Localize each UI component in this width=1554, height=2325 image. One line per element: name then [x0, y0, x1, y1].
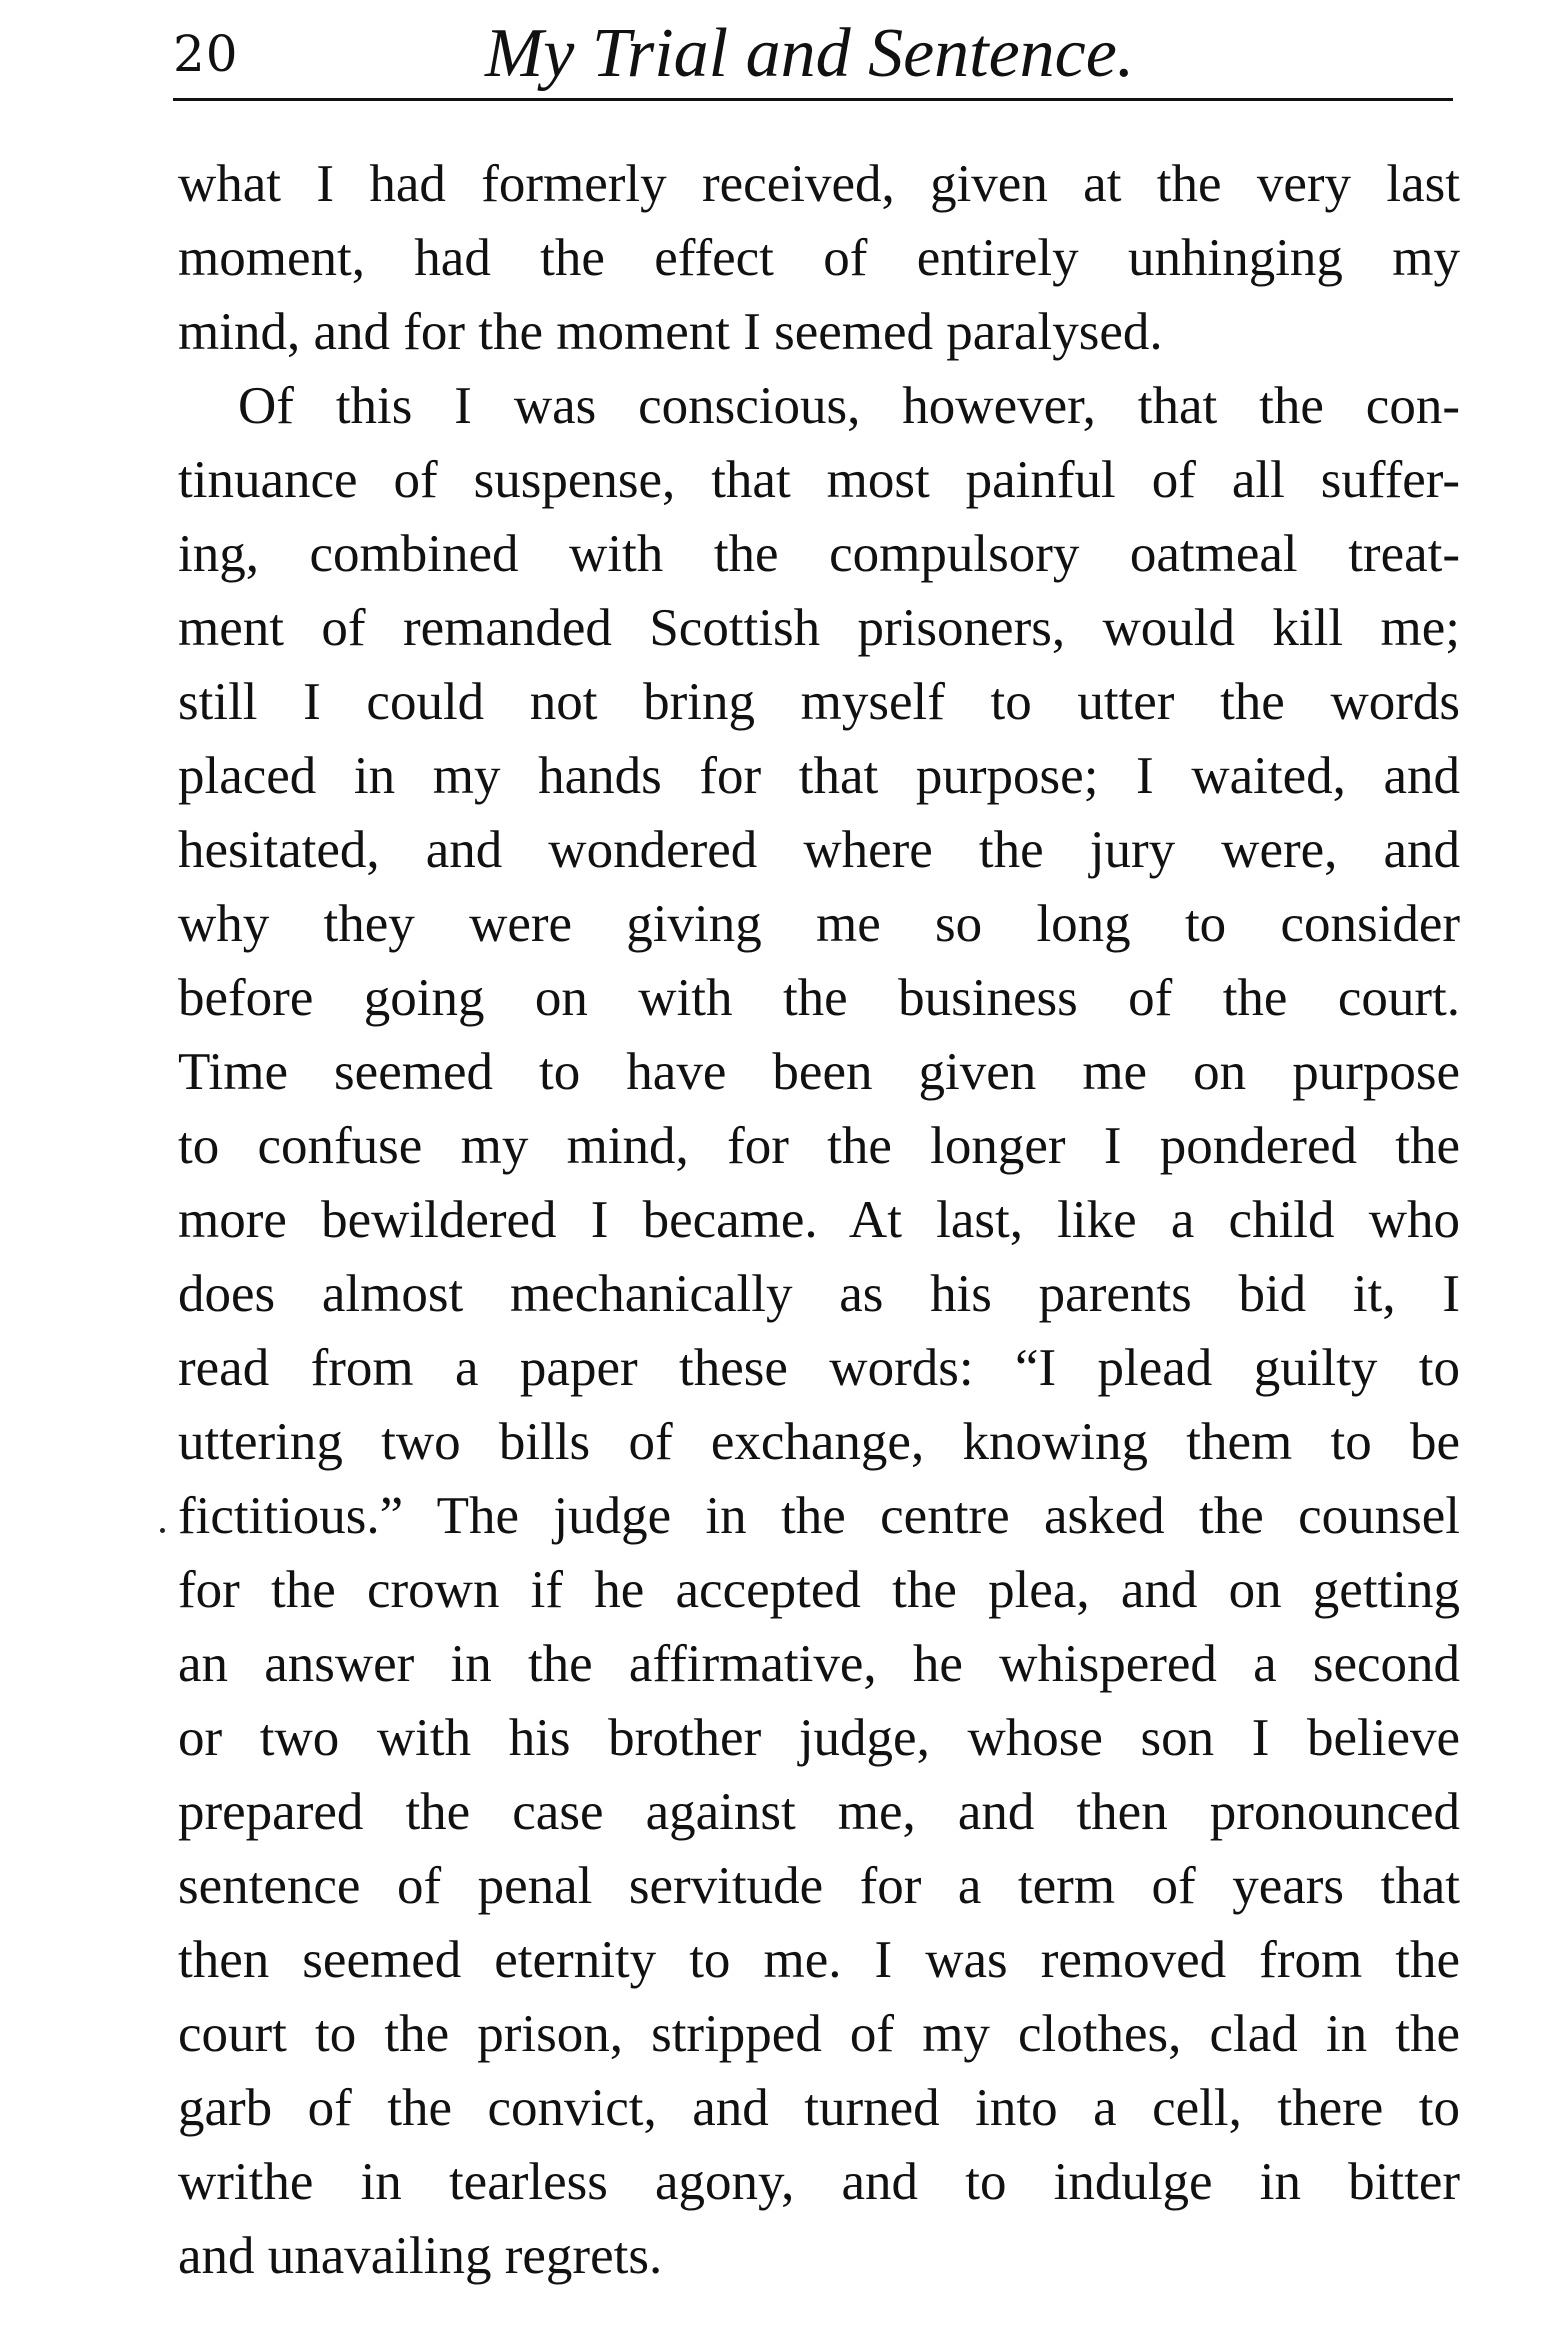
text-line: prepared the case against me, and then pronounced — [178, 1783, 1460, 1841]
text-line: what I had formerly received, given at the very last — [178, 155, 1460, 213]
text-line: still I could not bring myself to utter the words — [178, 673, 1460, 731]
text-line: court to the prison, stripped of my clothes, clad in the — [178, 2005, 1460, 2063]
page-number: 20 — [173, 25, 239, 83]
text-line: ing, combined with the compulsory oatmeal treat- — [178, 525, 1460, 583]
text-line: why they were giving me so long to consider — [178, 895, 1460, 953]
text-line: ment of remanded Scottish prisoners, would kill me; — [178, 599, 1460, 657]
running-title: My Trial and Sentence. — [485, 15, 1135, 92]
header-rule — [173, 98, 1453, 101]
text-line: mind, and for the moment I seemed paralysed. — [178, 303, 1163, 361]
running-head — [173, 12, 1453, 102]
text-line: writhe in tearless agony, and to indulge in bitter — [178, 2153, 1460, 2211]
text-line: to confuse my mind, for the longer I pondered the — [178, 1117, 1460, 1175]
text-line: sentence of penal servitude for a term of years that — [178, 1857, 1460, 1915]
text-line: and unavailing regrets. — [178, 2227, 663, 2285]
text-line: garb of the convict, and turned into a cell, there to — [178, 2079, 1460, 2137]
text-line: before going on with the business of the court. — [178, 969, 1460, 1027]
text-line: placed in my hands for that purpose; I waited, and — [178, 747, 1460, 805]
text-line: read from a paper these words: “I plead guilty to — [178, 1339, 1460, 1397]
text-line: then seemed eternity to me. I was removed from the — [178, 1931, 1460, 1989]
text-line: or two with his brother judge, whose son I believe — [178, 1709, 1460, 1767]
text-line: does almost mechanically as his parents bid it, I — [178, 1265, 1460, 1323]
text-line: hesitated, and wondered where the jury were, and — [178, 821, 1460, 879]
text-line: more bewildered I became. At last, like a child who — [178, 1191, 1460, 1249]
paragraph-first-line: Of this I was conscious, however, that the con- — [238, 377, 1460, 435]
text-line: fictitious.” The judge in the centre asked the counsel — [178, 1487, 1460, 1545]
text-line: an answer in the affirmative, he whispered a second — [178, 1635, 1460, 1693]
body-text — [178, 147, 1460, 2293]
text-line: tinuance of suspense, that most painful of all suffer- — [178, 451, 1460, 509]
text-line: uttering two bills of exchange, knowing them to be — [178, 1413, 1460, 1471]
text-line: moment, had the effect of entirely unhinging my — [178, 229, 1460, 287]
text-line: Time seemed to have been given me on purpose — [178, 1043, 1460, 1101]
ink-speck — [160, 1528, 165, 1533]
text-line: for the crown if he accepted the plea, and on getting — [178, 1561, 1460, 1619]
